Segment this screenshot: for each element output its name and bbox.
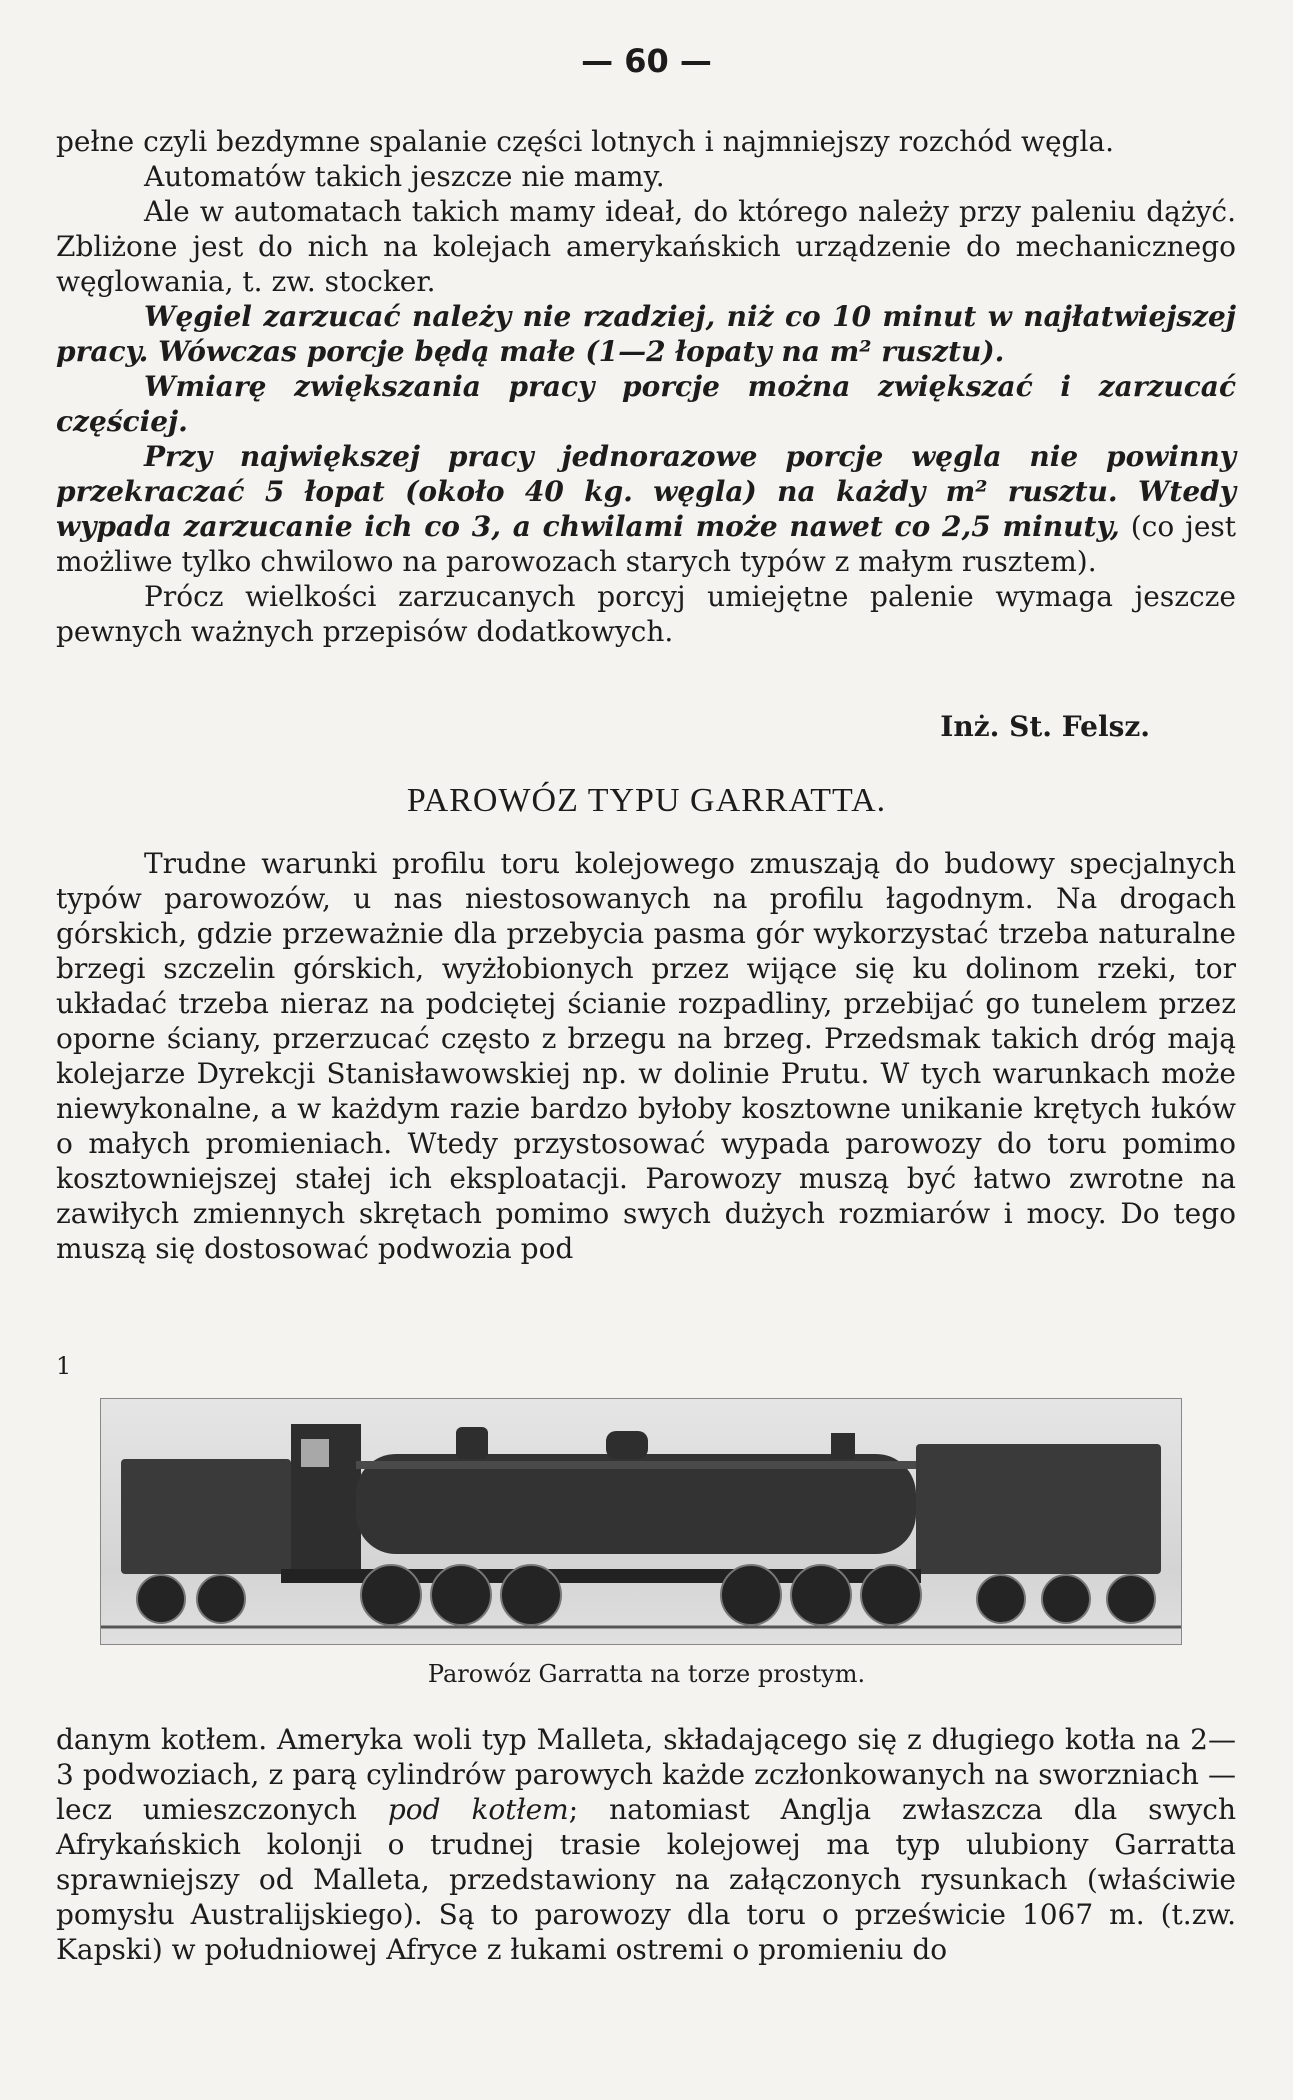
- paragraph: Trudne warunki profilu toru kolejowego zmuszają do budowy specjalnych typów parowozów, u nas niestosowanych na profilu łagodnym. Na drogach górskich, gdzie przeważnie dla przebycia pasma gór wykorzystać trzeba naturalne brzegi szczelin górskich, wyżłobionych przez wijące się ku dolinom rzeki, tor układać trzeba nieraz na podciętej ścianie rozpadliny, przebijać go tunelem przez oporne ściany, przerzucać często z brzegu na brzeg. Przedsmak takich dróg mają kolejarze Dyrekcji Stanisławowskiej np. w dolinie Prutu. W tych warunkach może niewykonalne, a w każdym razie bardzo byłoby kosztowne unikanie krętych łuków o małych promieniach. Wtedy przystosować wypada parowozy do toru pomimo kosztowniejszej stałej ich eksploatacji. Parowozy muszą być łatwo zwrotne na zawiłych zmiennych skrętach pomimo swych dużych rozmiarów i mocy. Do tego muszą się dostosować podwozia pod: [56, 847, 1236, 1265]
- paragraph: [56, 299, 1236, 369]
- paragraph: Prócz wielkości zarzucanych porcyj umiejętne palenie wymaga jeszcze pewnych ważnych przepisów dodatkowych.: [56, 580, 1236, 648]
- footnote-mark: 1: [56, 1352, 72, 1380]
- article-garratt: [56, 846, 1236, 1266]
- paragraph: Automatów takich jeszcze nie mamy.: [144, 160, 665, 193]
- paragraph: pełne czyli bezdymne spalanie części lotnych i najmniejszy rozchód węgla.: [56, 125, 1115, 158]
- article-stoking: [56, 124, 1236, 649]
- paragraph-text: danym kotłem. Ameryka woli typ Malleta, składającego się z długiego kotła na 2—3 podwoziach, z parą cylindrów parowych każde zczłonkowanych na sworzniach — lecz umieszczonych: [56, 1723, 1236, 1826]
- locomotive-photo: [100, 1398, 1182, 1645]
- locomotive-illustration: [101, 1399, 1181, 1644]
- article-garratt-continued: [56, 1722, 1236, 1967]
- page-number: — 60 —: [581, 42, 712, 80]
- emphasis-text: pod kotłem: [387, 1793, 569, 1826]
- figure-caption: Parowóz Garratta na torze prostym.: [427, 1660, 866, 1688]
- italic-text: Węgiel zarzucać należy nie rzadziej, niż co 10 minut w najłatwiejszej pracy. Wówczas porcje będą małe (1—2 łopaty na m² rusztu).: [56, 300, 1236, 368]
- paragraph: Ale w automatach takich mamy ideał, do którego należy przy paleniu dążyć. Zbliżone jest do nich na kolejach amerykańskich urządzenie do mechanicznego węglowania, t. zw. stocker.: [56, 195, 1236, 298]
- paragraph: [56, 1722, 1236, 1967]
- italic-text: Wmiarę zwiększania pracy porcje można zwiększać i zarzucać częściej.: [56, 370, 1236, 438]
- author-signature: Inż. St. Felsz.: [940, 710, 1150, 743]
- paragraph-text: ; natomiast Anglja zwłaszcza dla swych Afrykańskich kolonji o trudnej trasie kolejowej ma typ ulubiony Garratta sprawniejszy od Malleta, przedstawiony na załączonych rysunkach (właściwie pomysłu Australijskiego). Są to parowozy dla toru o prześwicie 1067 m. (t.zw. Kapski) w południowej Afryce z łukami ostremi o promieniu do: [56, 1793, 1236, 1966]
- paragraph-text: (co jest możliwe tylko chwilowo na parowozach starych typów z małym rusztem).: [56, 510, 1237, 578]
- article-heading: PAROWÓZ TYPU GARRATTA.: [406, 782, 887, 819]
- paragraph: [56, 369, 1236, 439]
- italic-text: Przy największej pracy jednorazowe porcje węgla nie powinny przekraczać 5 łopat (około 40 kg. węgla) na każdy m² rusztu. Wtedy wypada zarzucanie ich co 3, a chwilami może nawet co 2,5 minuty,: [56, 440, 1236, 543]
- paragraph: [56, 439, 1236, 579]
